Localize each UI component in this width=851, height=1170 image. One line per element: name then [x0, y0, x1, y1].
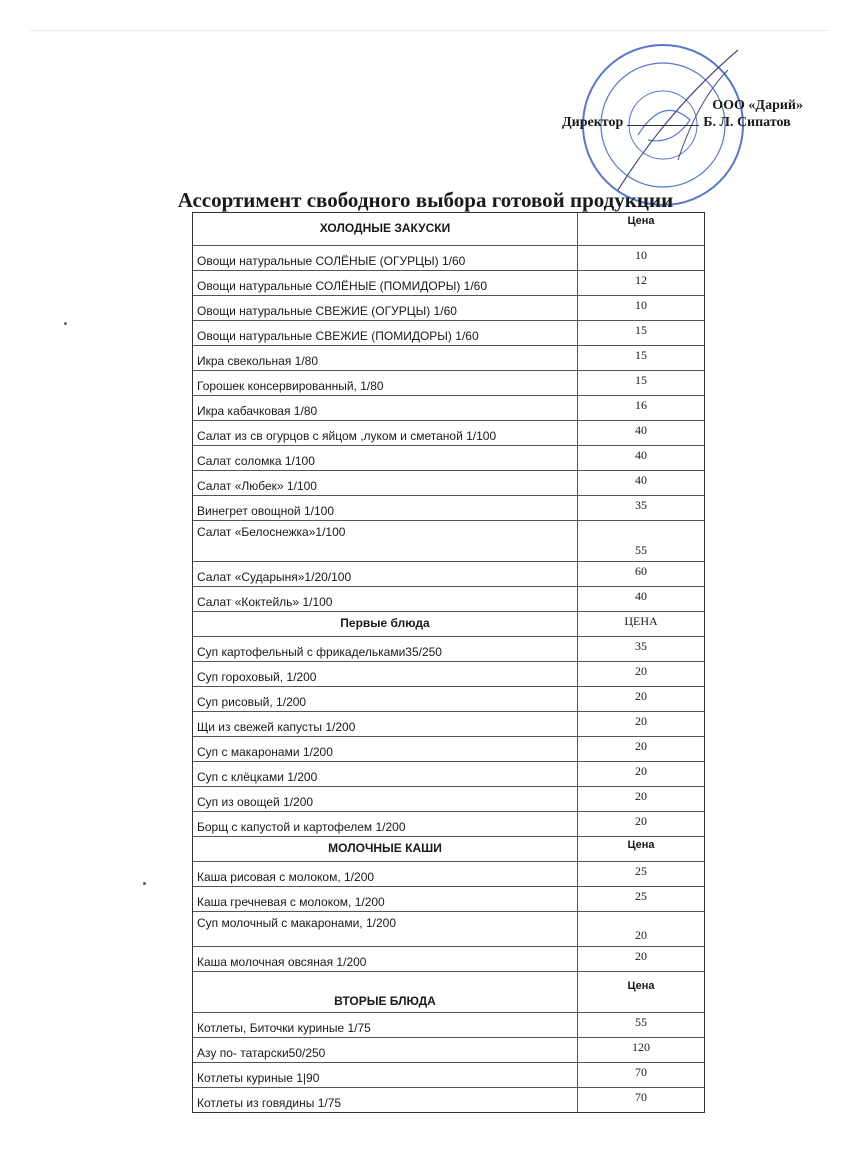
- dish-price: 10: [635, 248, 647, 262]
- section-header: [193, 837, 704, 862]
- section-header: [193, 972, 704, 1013]
- dish-price: 20: [635, 664, 647, 678]
- table-row: [193, 446, 704, 471]
- section-title: МОЛОЧНЫЕ КАШИ: [193, 837, 578, 861]
- section-header: [193, 612, 704, 637]
- table-row: [193, 1038, 704, 1063]
- dish-price: 70: [635, 1090, 647, 1104]
- dish-price: 10: [635, 298, 647, 312]
- dish-price: 15: [635, 348, 647, 362]
- dish-name: Суп картофельный с фрикадельками35/250: [193, 637, 578, 661]
- dish-price: 16: [635, 398, 647, 412]
- scan-speck: [143, 882, 146, 885]
- dish-name: Овощи натуральные СВЕЖИЕ (ОГУРЦЫ) 1/60: [193, 296, 578, 320]
- dish-price: 55: [635, 543, 647, 557]
- director-label: Директор: [562, 115, 624, 130]
- section-title: ВТОРЫЕ БЛЮДА: [193, 972, 578, 1012]
- table-row: [193, 396, 704, 421]
- table-row: [193, 321, 704, 346]
- dish-name: Каша молочная овсяная 1/200: [193, 947, 578, 971]
- dish-name: Суп рисовый, 1/200: [193, 687, 578, 711]
- dish-name: Винегрет овощной 1/100: [193, 496, 578, 520]
- dish-name: Овощи натуральные СОЛЁНЫЕ (ПОМИДОРЫ) 1/60: [193, 271, 578, 295]
- price-column-header: Цена: [627, 980, 655, 992]
- dish-price: 20: [635, 739, 647, 753]
- dish-name: Суп гороховый, 1/200: [193, 662, 578, 686]
- table-row: [193, 246, 704, 271]
- dish-name: Салат из св огурцов с яйцом ,луком и сметаной 1/100: [193, 421, 578, 445]
- table-row: [193, 371, 704, 396]
- dish-name: Борщ с капустой и картофелем 1/200: [193, 812, 578, 836]
- dish-price: 25: [635, 864, 647, 878]
- dish-price: 20: [635, 789, 647, 803]
- director-name: Б. Л. Сипатов: [703, 115, 791, 130]
- table-row: [193, 562, 704, 587]
- dish-name: Суп с клёцками 1/200: [193, 762, 578, 786]
- dish-price: 60: [635, 564, 647, 578]
- dish-price: 20: [635, 764, 647, 778]
- table-row: [193, 862, 704, 887]
- table-row: [193, 346, 704, 371]
- dish-price: 12: [635, 273, 647, 287]
- dish-name: Котлеты, Биточки куриные 1/75: [193, 1013, 578, 1037]
- dish-price: 20: [635, 949, 647, 963]
- price-column-header: ЦЕНА: [624, 614, 658, 628]
- table-row: [193, 812, 704, 837]
- dish-price: 20: [635, 814, 647, 828]
- dish-price: 25: [635, 889, 647, 903]
- table-row: [193, 1013, 704, 1038]
- dish-price: 40: [635, 423, 647, 437]
- dish-name: Щи из свежей капусты 1/200: [193, 712, 578, 736]
- table-row: [193, 662, 704, 687]
- dish-price: 70: [635, 1065, 647, 1079]
- dish-name: Овощи натуральные СВЕЖИЕ (ПОМИДОРЫ) 1/60: [193, 321, 578, 345]
- dish-name: Каша гречневая с молоком, 1/200: [193, 887, 578, 911]
- section-title: Первые блюда: [193, 612, 578, 636]
- table-row: [193, 637, 704, 662]
- dish-name: Салат соломка 1/100: [193, 446, 578, 470]
- table-row: [193, 787, 704, 812]
- section-header: [193, 213, 704, 246]
- director-signature-line: [562, 115, 802, 131]
- dish-name: Салат «Любек» 1/100: [193, 471, 578, 495]
- dish-name: Суп молочный с макаронами, 1/200: [193, 912, 578, 946]
- price-column-header: Цена: [627, 839, 655, 851]
- signature-blank: [627, 125, 699, 126]
- dish-price: 15: [635, 323, 647, 337]
- table-row: [193, 296, 704, 321]
- table-row: [193, 762, 704, 787]
- table-row: [193, 712, 704, 737]
- document-title: Ассортимент свободного выбора готовой продукции: [177, 188, 674, 212]
- dish-name: Салат «Сударыня»1/20/100: [193, 562, 578, 586]
- menu-table: [192, 212, 705, 1113]
- price-column-header: Цена: [627, 215, 655, 227]
- dish-name: Азу по- татарски50/250: [193, 1038, 578, 1062]
- table-row: [193, 887, 704, 912]
- dish-price: 20: [635, 928, 647, 942]
- table-row: [193, 1063, 704, 1088]
- table-row: [193, 1088, 704, 1112]
- dish-name: Горошек консервированный, 1/80: [193, 371, 578, 395]
- table-row: [193, 587, 704, 612]
- table-row: [193, 737, 704, 762]
- dish-name: Суп с макаронами 1/200: [193, 737, 578, 761]
- table-row: [193, 521, 704, 562]
- table-row: [193, 912, 704, 947]
- dish-price: 40: [635, 473, 647, 487]
- table-row: [193, 496, 704, 521]
- table-row: [193, 271, 704, 296]
- table-row: [193, 471, 704, 496]
- dish-name: Салат «Белоснежка»1/100: [193, 521, 578, 561]
- dish-price: 120: [632, 1040, 650, 1054]
- table-row: [193, 687, 704, 712]
- section-title: ХОЛОДНЫЕ ЗАКУСКИ: [193, 213, 578, 245]
- dish-price: 40: [635, 448, 647, 462]
- dish-name: Котлеты куриные 1|90: [193, 1063, 578, 1087]
- dish-name: Икра кабачковая 1/80: [193, 396, 578, 420]
- dish-price: 55: [635, 1015, 647, 1029]
- dish-name: Каша рисовая с молоком, 1/200: [193, 862, 578, 886]
- dish-price: 35: [635, 498, 647, 512]
- dish-price: 15: [635, 373, 647, 387]
- dish-price: 35: [635, 639, 647, 653]
- scan-edge-line: [30, 30, 830, 31]
- dish-name: Котлеты из говядины 1/75: [193, 1088, 578, 1112]
- organization-name: ООО «Дарий»: [712, 98, 803, 113]
- table-row: [193, 947, 704, 972]
- dish-name: Суп из овощей 1/200: [193, 787, 578, 811]
- scan-speck: [64, 322, 67, 325]
- table-row: [193, 421, 704, 446]
- dish-price: 40: [635, 589, 647, 603]
- dish-name: Салат «Коктейль» 1/100: [193, 587, 578, 611]
- dish-price: 20: [635, 714, 647, 728]
- dish-price: 20: [635, 689, 647, 703]
- dish-name: Овощи натуральные СОЛЁНЫЕ (ОГУРЦЫ) 1/60: [193, 246, 578, 270]
- dish-name: Икра свекольная 1/80: [193, 346, 578, 370]
